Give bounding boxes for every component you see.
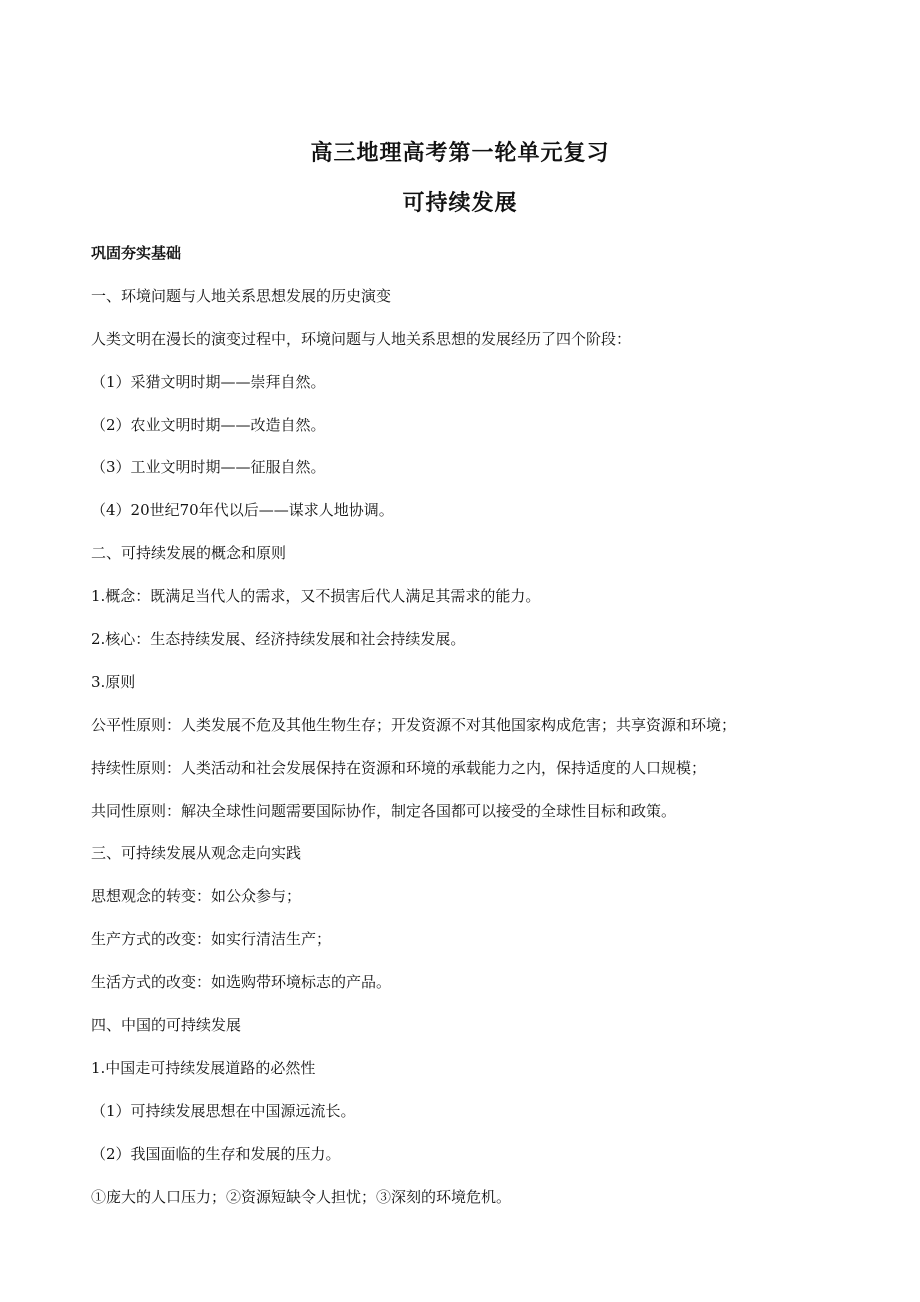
list-item-necessity-2: （2）我国面临的生存和发展的压力。: [91, 1144, 341, 1163]
section-heading-3: 三、可持续发展从观念走向实践: [91, 844, 302, 863]
document-body: [91, 238, 881, 1224]
paragraph-pressures: ①庞大的人口压力；②资源短缺令人担忧；③深刻的环境危机。: [91, 1187, 512, 1206]
paragraph-commonality-principle: 共同性原则：解决全球性问题需要国际协作，制定各国都可以接受的全球性目标和政策。: [91, 801, 677, 820]
paragraph-core: 2.核心：生态持续发展、经济持续发展和社会持续发展。: [91, 630, 466, 649]
paragraph-sustainability-principle: 持续性原则：人类活动和社会发展保持在资源和环境的承载能力之内，保持适度的人口规模；: [91, 758, 707, 777]
section-heading-4: 四、中国的可持续发展: [91, 1016, 242, 1035]
list-item-stage-1: （1）采猎文明时期——崇拜自然。: [91, 372, 326, 391]
document-title: 高三地理高考第一轮单元复习: [310, 141, 610, 166]
paragraph-principles: 3.原则: [91, 672, 136, 691]
list-item-stage-3: （3）工业文明时期——征服自然。: [91, 458, 326, 477]
list-item-stage-4: （4）20世纪70年代以后——谋求人地协调。: [91, 501, 394, 520]
paragraph-thinking-change: 思想观念的转变：如公众参与；: [91, 887, 302, 906]
paragraph-concept: 1.概念：既满足当代人的需求，又不损害后代人满足其需求的能力。: [91, 587, 541, 606]
paragraph-intro: 人类文明在漫长的演变过程中，环境问题与人地关系思想的发展经历了四个阶段：: [91, 329, 632, 348]
list-item-stage-2: （2）农业文明时期——改造自然。: [91, 415, 326, 434]
section-heading-1: 一、环境问题与人地关系思想发展的历史演变: [91, 286, 392, 305]
section-heading-consolidate-basics: 巩固夯实基础: [91, 244, 182, 262]
paragraph-production-change: 生产方式的改变：如实行清洁生产；: [91, 930, 332, 949]
list-item-necessity-1: （1）可持续发展思想在中国源远流长。: [91, 1101, 356, 1120]
paragraph-fairness-principle: 公平性原则：人类发展不危及其他生物生存；开发资源不对其他国家构成危害；共享资源和环境；: [91, 715, 737, 734]
document-subtitle: 可持续发展: [402, 191, 518, 216]
section-heading-2: 二、可持续发展的概念和原则: [91, 544, 287, 563]
paragraph-lifestyle-change: 生活方式的改变：如选购带环境标志的产品。: [91, 973, 392, 992]
paragraph-necessity: 1.中国走可持续发展道路的必然性: [91, 1058, 316, 1077]
